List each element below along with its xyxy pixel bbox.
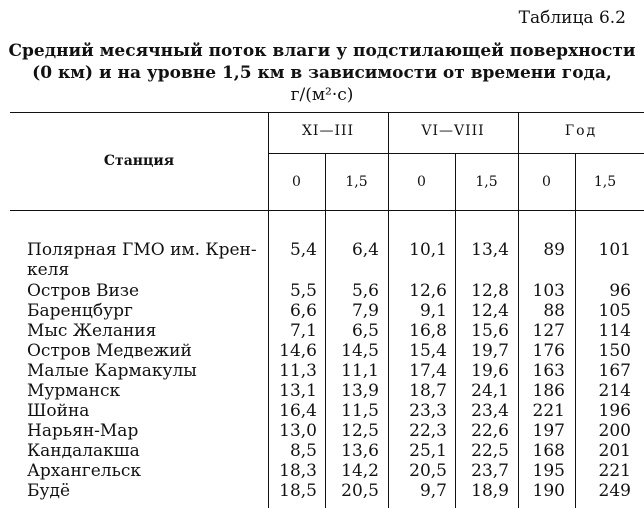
table-cell: 167 <box>598 361 631 381</box>
table-cell: 18,3 <box>279 461 317 481</box>
table-cell: 5,4 <box>289 240 317 260</box>
table-cell: 9,1 <box>419 301 447 321</box>
table-cell: 88 <box>543 301 565 321</box>
table-cell: 20,5 <box>409 461 447 481</box>
table-cell: 16,8 <box>409 321 447 341</box>
station-name: Будё <box>27 481 71 501</box>
table-cell: 89 <box>543 240 565 260</box>
table-cell: 5,6 <box>351 281 379 301</box>
table-cell: 168 <box>532 441 565 461</box>
table-cell: 19,6 <box>471 361 509 381</box>
table-top-rule <box>10 112 644 113</box>
table-cell: 96 <box>609 281 631 301</box>
station-name: Нарьян-Мар <box>27 421 139 441</box>
station-name-continuation: келя <box>27 260 70 280</box>
station-name: Мурманск <box>27 381 121 401</box>
station-name: Малые Кармакулы <box>27 361 197 381</box>
header-level: 1,5 <box>593 174 617 190</box>
table-cell: 176 <box>532 341 565 361</box>
column-divider <box>455 153 456 508</box>
table-title-line-2: (0 км) и на уровне 1,5 км в зависимости от времени года, <box>32 63 612 83</box>
table-cell: 197 <box>532 421 565 441</box>
table-cell: 200 <box>598 421 631 441</box>
table-cell: 17,4 <box>409 361 447 381</box>
header-level: 0 <box>292 174 301 190</box>
station-name: Полярная ГМО им. Крен- <box>27 240 257 260</box>
column-divider <box>325 153 326 508</box>
table-cell: 13,4 <box>471 240 509 260</box>
column-divider <box>268 112 269 508</box>
table-cell: 11,1 <box>341 361 379 381</box>
table-cell: 5,5 <box>289 281 317 301</box>
table-cell: 20,5 <box>341 481 379 501</box>
table-cell: 13,0 <box>279 421 317 441</box>
table-cell: 23,7 <box>471 461 509 481</box>
table-cell: 10,1 <box>409 240 447 260</box>
table-cell: 15,4 <box>409 341 447 361</box>
station-name: Кандалакша <box>27 441 140 461</box>
table-cell: 22,5 <box>471 441 509 461</box>
station-name: Остров Визе <box>27 281 140 301</box>
table-cell: 214 <box>598 381 631 401</box>
table-cell: 15,6 <box>471 321 509 341</box>
table-cell: 22,6 <box>471 421 509 441</box>
station-name: Мыс Желания <box>27 321 157 341</box>
header-station: Станция <box>103 153 175 169</box>
table-cell: 8,5 <box>289 441 317 461</box>
table-cell: 22,3 <box>409 421 447 441</box>
table-cell: 23,4 <box>471 401 509 421</box>
table-cell: 25,1 <box>409 441 447 461</box>
table-cell: 9,7 <box>419 481 447 501</box>
table-cell: 150 <box>598 341 631 361</box>
table-cell: 7,1 <box>289 321 317 341</box>
table-cell: 13,1 <box>279 381 317 401</box>
station-name: Архангельск <box>27 461 141 481</box>
table-cell: 14,5 <box>341 341 379 361</box>
header-level: 0 <box>417 174 426 190</box>
column-divider <box>388 112 389 508</box>
table-cell: 103 <box>532 281 565 301</box>
table-cell: 7,9 <box>351 301 379 321</box>
table-cell: 11,3 <box>279 361 317 381</box>
table-title-line-1: Средний месячный поток влаги у подстилающей поверхности <box>8 41 636 61</box>
header-level: 1,5 <box>475 174 498 190</box>
table-title-units: г/(м²·с) <box>290 85 354 105</box>
header-level: 1,5 <box>345 174 368 190</box>
table-cell: 12,6 <box>409 281 447 301</box>
table-cell: 6,4 <box>351 240 379 260</box>
table-cell: 6,5 <box>351 321 379 341</box>
table-cell: 114 <box>598 321 631 341</box>
table-cell: 19,7 <box>471 341 509 361</box>
table-cell: 16,4 <box>279 401 317 421</box>
station-name: Остров Медвежий <box>27 341 192 361</box>
table-cell: 195 <box>532 461 565 481</box>
table-cell: 18,5 <box>279 481 317 501</box>
table-cell: 127 <box>532 321 565 341</box>
table-cell: 196 <box>598 401 631 421</box>
table-cell: 105 <box>598 301 631 321</box>
table-cell: 249 <box>598 481 631 501</box>
table-cell: 18,7 <box>409 381 447 401</box>
column-divider <box>575 153 576 508</box>
table-cell: 163 <box>532 361 565 381</box>
table-cell: 186 <box>532 381 565 401</box>
station-name: Шойна <box>27 401 90 421</box>
table-cell: 12,4 <box>471 301 509 321</box>
table-cell: 13,9 <box>341 381 379 401</box>
column-divider <box>518 112 519 508</box>
table-cell: 12,8 <box>471 281 509 301</box>
table-cell: 14,2 <box>341 461 379 481</box>
header-period-winter: XI—III <box>301 123 355 139</box>
table-cell: 201 <box>598 441 631 461</box>
table-number: Таблица 6.2 <box>518 8 626 28</box>
table-cell: 24,1 <box>471 381 509 401</box>
table-cell: 190 <box>532 481 565 501</box>
header-period-year: Год <box>564 123 598 139</box>
table-cell: 221 <box>598 461 631 481</box>
header-period-summer: VI—VIII <box>421 123 485 139</box>
table-cell: 13,6 <box>341 441 379 461</box>
table-cell: 23,3 <box>409 401 447 421</box>
table-cell: 12,5 <box>341 421 379 441</box>
table-cell: 101 <box>598 240 631 260</box>
table-cell: 221 <box>532 401 565 421</box>
table-cell: 18,9 <box>471 481 509 501</box>
header-level: 0 <box>542 174 551 190</box>
station-name: Баренцбург <box>27 301 133 321</box>
table-cell: 6,6 <box>289 301 317 321</box>
table-cell: 11,5 <box>341 401 379 421</box>
table-cell: 14,6 <box>279 341 317 361</box>
header-bottom-rule <box>10 210 644 211</box>
